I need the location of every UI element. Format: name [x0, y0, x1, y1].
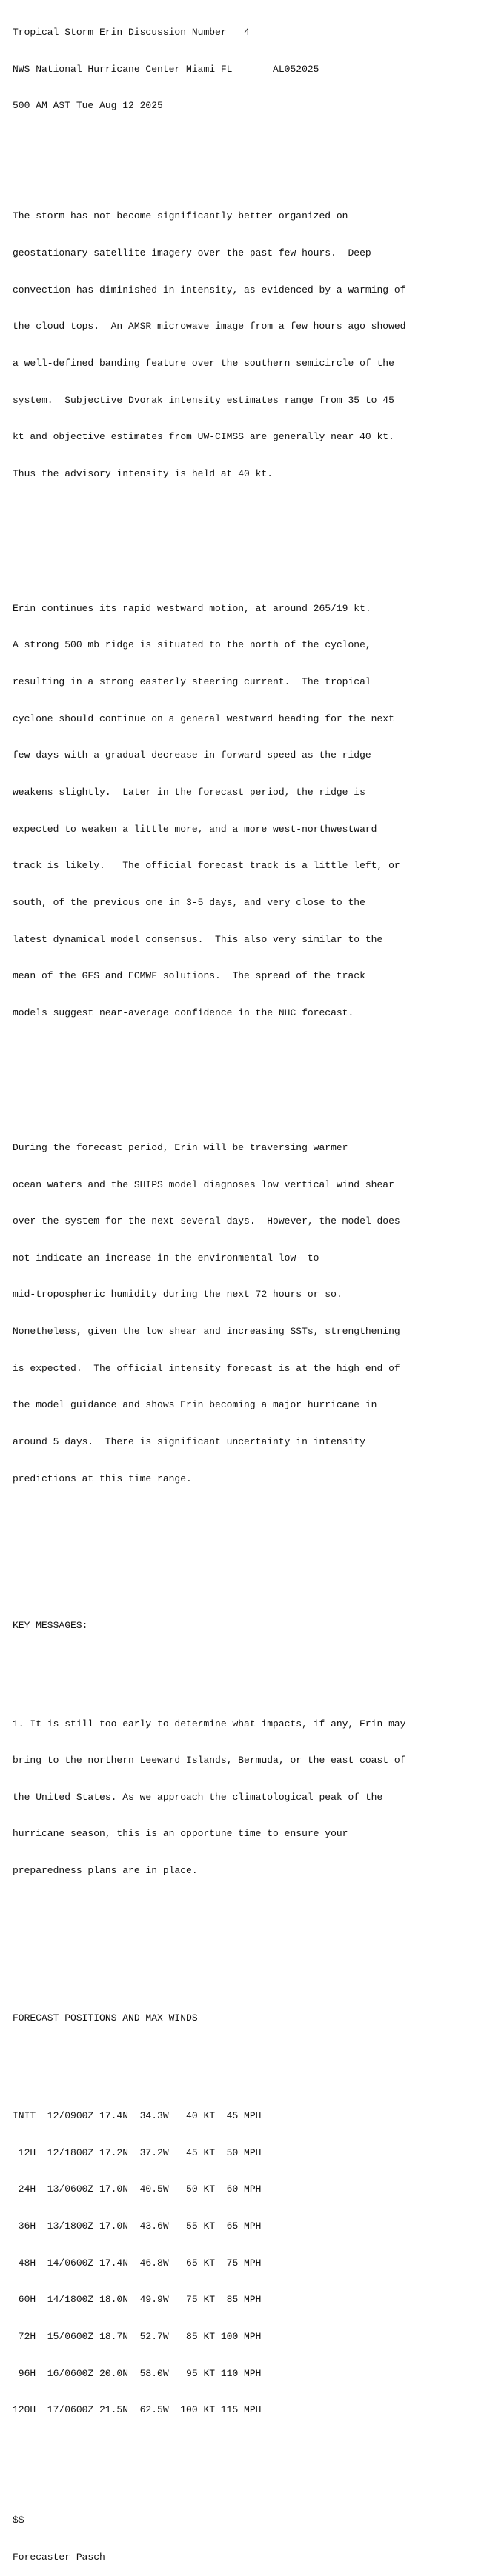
spacer — [13, 2049, 480, 2061]
text-line: the cloud tops. An AMSR microwave image from a few hours ago showed — [13, 321, 406, 333]
text-line: latest dynamical model consensus. This also very similar to the — [13, 933, 383, 945]
key-messages-heading: KEY MESSAGES: — [13, 1620, 88, 1632]
forecast-heading: FORECAST POSITIONS AND MAX WINDS — [13, 2012, 198, 2023]
spacer — [13, 2466, 480, 2478]
paragraph-forecast-intensity — [13, 1118, 480, 1510]
issue-time: 500 AM AST Tue Aug 12 2025 — [13, 100, 163, 112]
text-line: cyclone should continue on a general westward heading for the next — [13, 713, 394, 724]
forecast-row: 24H 13/0600Z 17.0N 40.5W 50 KT 60 MPH — [13, 2183, 262, 2195]
text-line: not indicate an increase in the environmental low- to — [13, 1252, 319, 1264]
spacer — [13, 530, 480, 542]
text-line: convection has diminished in intensity, as evidenced by a warming of — [13, 284, 406, 296]
text-line: The storm has not become significantly better organized on — [13, 210, 348, 222]
text-line: 1. It is still too early to determine what impacts, if any, Erin may — [13, 1718, 406, 1729]
text-line: Thus the advisory intensity is held at 40 kt. — [13, 467, 274, 479]
text-line: Nonetheless, given the low shear and increasing SSTs, strengthening — [13, 1326, 400, 1338]
text-line: south, of the previous one in 3-5 days, and very close to the — [13, 896, 365, 908]
text-line: over the system for the next several days. However, the model does — [13, 1215, 400, 1227]
spacer — [13, 1657, 480, 1669]
forecast-row: 48H 14/0600Z 17.4N 46.8W 65 KT 75 MPH — [13, 2257, 262, 2269]
text-line: few days with a gradual decrease in forward speed as the ridge — [13, 750, 371, 761]
spacer — [13, 1534, 480, 1546]
text-line: a well-defined banding feature over the southern semicircle of the — [13, 357, 394, 369]
discussion-title: Tropical Storm Erin Discussion Number 4 — [13, 27, 250, 39]
spacer — [13, 1963, 480, 1976]
office-line: NWS National Hurricane Center Miami FL AL052025 — [13, 63, 319, 75]
forecast-row: 96H 16/0600Z 20.0N 58.0W 95 KT 110 MPH — [13, 2367, 262, 2379]
text-line: mid-tropospheric humidity during the next 72 hours or so. — [13, 1289, 342, 1301]
text-line: bring to the northern Leeward Islands, Bermuda, or the east coast of — [13, 1755, 406, 1766]
text-line: expected to weaken a little more, and a more west-northwestward — [13, 823, 377, 835]
spacer — [13, 137, 480, 150]
text-line: During the forecast period, Erin will be traversing warmer — [13, 1141, 348, 1153]
text-line: geostationary satellite imagery over the past few hours. Deep — [13, 247, 371, 258]
text-line: resulting in a strong easterly steering current. The tropical — [13, 676, 371, 688]
forecast-row: INIT 12/0900Z 17.4N 34.3W 40 KT 45 MPH — [13, 2110, 262, 2122]
text-line: around 5 days. There is significant uncertainty in intensity — [13, 1435, 365, 1447]
text-line: A strong 500 mb ridge is situated to the north of the cyclone, — [13, 639, 371, 651]
text-line: ocean waters and the SHIPS model diagnoses low vertical wind shear — [13, 1178, 394, 1190]
spacer — [13, 1571, 480, 1584]
text-line: weakens slightly. Later in the forecast period, the ridge is — [13, 787, 365, 798]
paragraph-track — [13, 578, 480, 1044]
forecast-row: 120H 17/0600Z 21.5N 62.5W 100 KT 115 MPH — [13, 2404, 262, 2416]
forecast-table — [13, 2086, 480, 2441]
text-line: is expected. The official intensity forecast is at the high end of — [13, 1362, 400, 1374]
forecast-row: 12H 12/1800Z 17.2N 37.2W 45 KT 50 MPH — [13, 2146, 262, 2158]
forecaster-signature: Forecaster Pasch — [13, 2551, 105, 2563]
paragraph-intensity — [13, 186, 480, 504]
forecast-row: 60H 14/1800Z 18.0N 49.9W 75 KT 85 MPH — [13, 2294, 262, 2306]
forecast-row: 72H 15/0600Z 18.7N 52.7W 85 KT 100 MPH — [13, 2330, 262, 2342]
product-terminator: $$ — [13, 2515, 24, 2526]
forecast-row: 36H 13/1800Z 17.0N 43.6W 55 KT 65 MPH — [13, 2220, 262, 2232]
text-line: models suggest near-average confidence in the NHC forecast. — [13, 1007, 354, 1018]
spacer — [13, 1926, 480, 1939]
text-line: system. Subjective Dvorak intensity estimates range from 35 to 45 — [13, 394, 394, 406]
text-line: preparedness plans are in place. — [13, 1865, 198, 1877]
text-line: kt and objective estimates from UW-CIMSS are generally near 40 kt. — [13, 431, 394, 443]
text-line: track is likely. The official forecast track is a little left, or — [13, 860, 400, 872]
text-line: mean of the GFS and ECMWF solutions. The spread of the track — [13, 970, 365, 982]
text-line: the United States. As we approach the climatological peak of the — [13, 1791, 383, 1803]
text-line: hurricane season, this is an opportune time to ensure your — [13, 1828, 348, 1840]
discussion-document — [13, 2, 480, 2576]
text-line: Erin continues its rapid westward motion, at around 265/19 kt. — [13, 602, 371, 614]
key-message-1 — [13, 1693, 480, 1901]
spacer — [13, 1069, 480, 1081]
text-line: the model guidance and shows Erin becoming a major hurricane in — [13, 1399, 377, 1411]
text-line: predictions at this time range. — [13, 1472, 192, 1484]
